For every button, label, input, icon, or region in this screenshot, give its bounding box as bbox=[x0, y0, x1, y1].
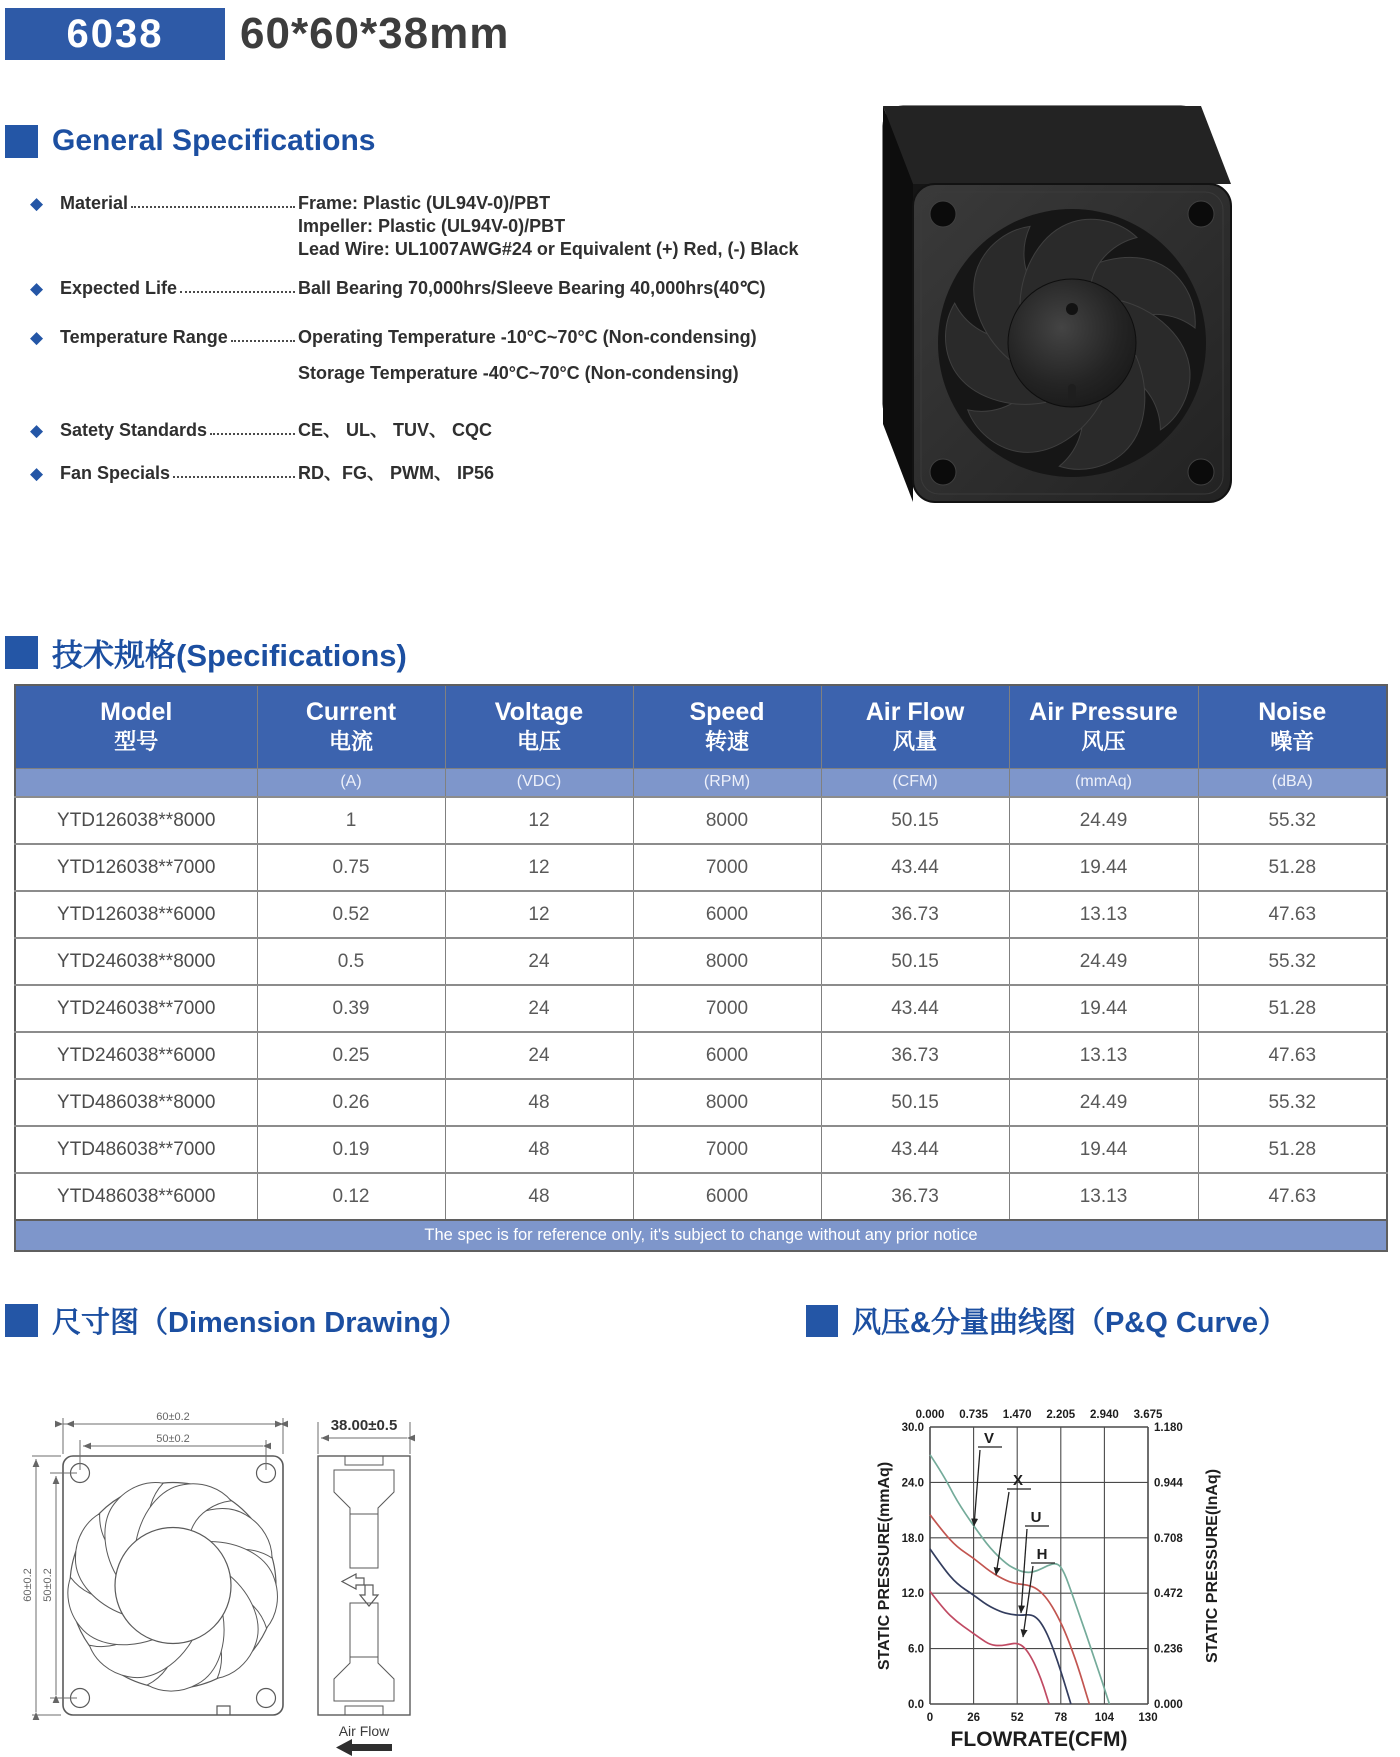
table-header-cell: Air Pressure 风压 bbox=[1009, 685, 1198, 768]
dim-outer-height-label: 60±0.2 bbox=[22, 1568, 34, 1602]
spec-row bbox=[30, 326, 860, 385]
table-cell: 55.32 bbox=[1198, 1079, 1387, 1126]
spec-row bbox=[30, 462, 860, 485]
table-header-cell: Air Flow 风量 bbox=[821, 685, 1009, 768]
table-cell: 13.13 bbox=[1009, 1032, 1198, 1079]
table-cell: 6000 bbox=[633, 1173, 821, 1220]
tick-label: 0.236 bbox=[1154, 1643, 1183, 1656]
table-cell: 13.13 bbox=[1009, 891, 1198, 938]
section-title-text: 尺寸图（Dimension Drawing） bbox=[52, 1307, 468, 1339]
section-title-text: General Specifications bbox=[52, 124, 376, 157]
table-cell: 8000 bbox=[633, 1079, 821, 1126]
table-cell: 43.44 bbox=[821, 1126, 1009, 1173]
fan-body bbox=[883, 106, 1231, 502]
diamond-bullet-icon: ◆ bbox=[30, 279, 44, 298]
table-cell: 8000 bbox=[633, 797, 821, 844]
table-cell: 51.28 bbox=[1198, 985, 1387, 1032]
table-cell: 0.12 bbox=[257, 1173, 445, 1220]
pq-curve-section-title bbox=[806, 1300, 1287, 1341]
curve-pointer-arrow bbox=[1023, 1566, 1033, 1637]
table-cell: 0.52 bbox=[257, 891, 445, 938]
table-cell: YTD246038**8000 bbox=[15, 938, 257, 985]
airflow-direction-arrow-icon bbox=[336, 1739, 392, 1756]
table-cell: 19.44 bbox=[1009, 1126, 1198, 1173]
spec-label: Expected Life bbox=[60, 278, 178, 298]
table-cell: 36.73 bbox=[821, 1032, 1009, 1079]
spec-row bbox=[30, 419, 860, 442]
table-cell: 43.44 bbox=[821, 985, 1009, 1032]
curve-label-X: X bbox=[1012, 1472, 1024, 1489]
table-cell: 51.28 bbox=[1198, 844, 1387, 891]
table-unit-cell: (CFM) bbox=[821, 768, 1009, 797]
leader-dots-icon bbox=[173, 462, 295, 478]
curve-label-H: H bbox=[1036, 1546, 1048, 1563]
tick-label: 0.944 bbox=[1154, 1477, 1183, 1490]
spec-values bbox=[298, 326, 860, 385]
table-cell: 24 bbox=[445, 1032, 633, 1079]
table-cell: 19.44 bbox=[1009, 844, 1198, 891]
table-cell: 0.26 bbox=[257, 1079, 445, 1126]
table-cell: 24 bbox=[445, 985, 633, 1032]
fan-front-view bbox=[54, 1456, 299, 1715]
table-cell: 48 bbox=[445, 1126, 633, 1173]
table-header-cell: Current 电流 bbox=[257, 685, 445, 768]
tick-label: 0.000 bbox=[915, 1409, 945, 1421]
airflow-left-arrow-icon bbox=[342, 1574, 364, 1589]
x-axis-title: FLOWRATE(CFM) bbox=[950, 1728, 1128, 1751]
table-row bbox=[15, 938, 1387, 985]
table-cell: 47.63 bbox=[1198, 891, 1387, 938]
table-unit-cell: (dBA) bbox=[1198, 768, 1387, 797]
curve-pointer-arrow bbox=[974, 1450, 980, 1526]
table-cell: YTD126038**6000 bbox=[15, 891, 257, 938]
leader-dots-icon bbox=[180, 277, 295, 293]
table-cell: 6000 bbox=[633, 1032, 821, 1079]
tick-label: 30.0 bbox=[901, 1422, 924, 1434]
dim-hole-height-label: 50±0.2 bbox=[42, 1568, 54, 1602]
general-specs-list bbox=[30, 192, 860, 485]
table-cell: 55.32 bbox=[1198, 797, 1387, 844]
tick-label: 0.708 bbox=[1154, 1532, 1183, 1545]
y-axis-title-right: STATIC PRESSURE(InAq) bbox=[1204, 1468, 1221, 1664]
spec-value-line: Frame: Plastic (UL94V-0)/PBT bbox=[298, 193, 551, 213]
table-cell: 12 bbox=[445, 844, 633, 891]
tick-label: 52 bbox=[1010, 1712, 1024, 1724]
table-cell: 12 bbox=[445, 797, 633, 844]
model-code-badge bbox=[5, 8, 225, 60]
spec-value-line: Ball Bearing 70,000hrs/Sleeve Bearing 40,000hrs(40℃) bbox=[298, 278, 766, 298]
table-cell: 0.75 bbox=[257, 844, 445, 891]
table-cell: 51.28 bbox=[1198, 1126, 1387, 1173]
spec-value-line: Storage Temperature -40°C~70°C (Non-condensing) bbox=[298, 363, 739, 383]
leader-dots-icon bbox=[231, 326, 295, 342]
table-cell: 24.49 bbox=[1009, 1079, 1198, 1126]
tick-label: 0.0 bbox=[908, 1699, 924, 1711]
tick-label: 0.735 bbox=[959, 1409, 988, 1421]
spec-values bbox=[298, 462, 860, 485]
table-cell: 55.32 bbox=[1198, 938, 1387, 985]
table-footnote: The spec is for reference only, it's subject to change without any prior notice bbox=[15, 1220, 1387, 1251]
table-cell: YTD126038**8000 bbox=[15, 797, 257, 844]
table-unit-cell: (mmAq) bbox=[1009, 768, 1198, 797]
diamond-bullet-icon: ◆ bbox=[30, 421, 44, 440]
tick-label: 78 bbox=[1054, 1712, 1068, 1724]
spec-value-line: CE、 UL、 TUV、 CQC bbox=[298, 420, 493, 440]
table-cell: 19.44 bbox=[1009, 985, 1198, 1032]
spec-row bbox=[30, 192, 860, 261]
y-axis-title-left: STATIC PRESSURE(mmAq) bbox=[876, 1461, 893, 1671]
leader-dots-icon bbox=[131, 192, 295, 208]
table-cell: 47.63 bbox=[1198, 1032, 1387, 1079]
table-row bbox=[15, 1173, 1387, 1220]
dim-hole-width-label: 50±0.2 bbox=[156, 1433, 190, 1445]
table-cell: 7000 bbox=[633, 1126, 821, 1173]
spec-value-line: Operating Temperature -10°C~70°C (Non-condensing) bbox=[298, 327, 757, 347]
spec-label: Temperature Range bbox=[60, 327, 228, 347]
tick-label: 130 bbox=[1138, 1712, 1158, 1724]
table-unit-cell: (VDC) bbox=[445, 768, 633, 797]
spec-value-line: RD、FG、 PWM、 IP56 bbox=[298, 463, 495, 483]
spec-value-line: Lead Wire: UL1007AWG#24 or Equivalent (+) Red, (-) Black bbox=[298, 239, 799, 259]
tick-label: 2.205 bbox=[1046, 1409, 1076, 1421]
table-cell: 43.44 bbox=[821, 844, 1009, 891]
table-cell: YTD486038**6000 bbox=[15, 1173, 257, 1220]
tick-label: 0.472 bbox=[1154, 1588, 1183, 1601]
diamond-bullet-icon: ◆ bbox=[30, 194, 44, 213]
diamond-bullet-icon: ◆ bbox=[30, 464, 44, 483]
tick-label: 1.180 bbox=[1154, 1422, 1183, 1434]
section-square-icon bbox=[5, 636, 38, 669]
table-cell: YTD126038**7000 bbox=[15, 844, 257, 891]
table-cell: 6000 bbox=[633, 891, 821, 938]
tick-label: 18.0 bbox=[901, 1532, 924, 1545]
table-cell: 47.63 bbox=[1198, 1173, 1387, 1220]
table-cell: 0.19 bbox=[257, 1126, 445, 1173]
specifications-table bbox=[14, 684, 1388, 1252]
table-cell: 12 bbox=[445, 891, 633, 938]
table-row bbox=[15, 844, 1387, 891]
section-square-icon bbox=[5, 1304, 38, 1337]
spec-values bbox=[298, 192, 860, 261]
fan-side-view bbox=[318, 1456, 410, 1715]
spec-row bbox=[30, 277, 860, 300]
curve-H bbox=[930, 1591, 1049, 1704]
chart-grid bbox=[930, 1427, 1148, 1704]
table-row bbox=[15, 891, 1387, 938]
table-cell: 7000 bbox=[633, 844, 821, 891]
curve-label-U: U bbox=[1030, 1509, 1042, 1526]
table-row bbox=[15, 1032, 1387, 1079]
table-cell: 8000 bbox=[633, 938, 821, 985]
fan-product-image bbox=[855, 88, 1255, 508]
pq-curve-chart bbox=[770, 1386, 1250, 1757]
table-cell: 48 bbox=[445, 1079, 633, 1126]
table-header-cell: Model 型号 bbox=[15, 685, 257, 768]
dimension-section-title bbox=[5, 1300, 468, 1341]
table-cell: 50.15 bbox=[821, 1079, 1009, 1126]
table-unit-cell: (RPM) bbox=[633, 768, 821, 797]
table-cell: 7000 bbox=[633, 985, 821, 1032]
spec-label: Satety Standards bbox=[60, 420, 208, 440]
curve-X bbox=[930, 1515, 1089, 1704]
table-cell: 48 bbox=[445, 1173, 633, 1220]
table-unit-cell bbox=[15, 768, 257, 797]
table-cell: YTD246038**7000 bbox=[15, 985, 257, 1032]
table-cell: 0.25 bbox=[257, 1032, 445, 1079]
table-cell: 24.49 bbox=[1009, 797, 1198, 844]
table-cell: 24 bbox=[445, 938, 633, 985]
table-row bbox=[15, 985, 1387, 1032]
tick-label: 104 bbox=[1094, 1712, 1114, 1724]
table-cell: 0.5 bbox=[257, 938, 445, 985]
table-row bbox=[15, 1079, 1387, 1126]
tick-label: 2.940 bbox=[1090, 1409, 1119, 1421]
table-cell: 50.15 bbox=[821, 797, 1009, 844]
spec-values bbox=[298, 277, 860, 300]
curve-V bbox=[930, 1455, 1109, 1704]
table-header-cell: Noise 噪音 bbox=[1198, 685, 1387, 768]
specifications-section-title bbox=[5, 630, 407, 675]
tick-label: 24.0 bbox=[901, 1477, 924, 1490]
table-cell: 36.73 bbox=[821, 891, 1009, 938]
section-title-text: 技术规格(Specifications) bbox=[52, 638, 407, 673]
tick-label: 26 bbox=[967, 1712, 980, 1724]
general-specs-section-title bbox=[5, 124, 375, 158]
spec-table-container bbox=[14, 684, 1386, 1252]
table-header-cell: Voltage 电压 bbox=[445, 685, 633, 768]
table-cell: 13.13 bbox=[1009, 1173, 1198, 1220]
dim-depth-label: 38.00±0.5 bbox=[330, 1417, 398, 1434]
airflow-label: Air Flow bbox=[338, 1723, 390, 1739]
section-square-icon bbox=[5, 125, 38, 158]
curve-pointer-arrow bbox=[996, 1492, 1009, 1575]
spec-value-line: Impeller: Plastic (UL94V-0)/PBT bbox=[298, 216, 566, 236]
tick-label: 0.000 bbox=[1154, 1699, 1183, 1711]
table-row bbox=[15, 1126, 1387, 1173]
table-cell: YTD486038**7000 bbox=[15, 1126, 257, 1173]
curve-U bbox=[930, 1549, 1071, 1704]
tick-label: 12.0 bbox=[901, 1588, 924, 1601]
tick-label: 1.470 bbox=[1002, 1409, 1032, 1421]
curve-label-V: V bbox=[983, 1430, 995, 1447]
table-cell: 50.15 bbox=[821, 938, 1009, 985]
tick-label: 0 bbox=[926, 1712, 934, 1724]
dim-outer-width-label: 60±0.2 bbox=[156, 1411, 190, 1423]
leader-dots-icon bbox=[210, 419, 295, 435]
section-square-icon bbox=[806, 1305, 838, 1337]
table-cell: 1 bbox=[257, 797, 445, 844]
table-cell: 0.39 bbox=[257, 985, 445, 1032]
table-cell: YTD486038**8000 bbox=[15, 1079, 257, 1126]
spec-label: Fan Specials bbox=[60, 463, 171, 483]
model-code: 6038 bbox=[66, 11, 164, 56]
spec-label: Material bbox=[60, 193, 129, 213]
diamond-bullet-icon: ◆ bbox=[30, 328, 44, 347]
tick-label: 3.675 bbox=[1133, 1409, 1163, 1421]
table-row bbox=[15, 797, 1387, 844]
table-cell: 36.73 bbox=[821, 1173, 1009, 1220]
page-title: 60*60*38mm bbox=[240, 9, 510, 58]
spec-values bbox=[298, 419, 860, 442]
table-header-cell: Speed 转速 bbox=[633, 685, 821, 768]
table-cell: 24.49 bbox=[1009, 938, 1198, 985]
section-title-text: 风压&分量曲线图（P&Q Curve） bbox=[852, 1307, 1288, 1339]
table-unit-cell: (A) bbox=[257, 768, 445, 797]
chart-series bbox=[930, 1455, 1109, 1704]
dimension-drawing bbox=[20, 1388, 650, 1757]
table-cell: YTD246038**6000 bbox=[15, 1032, 257, 1079]
tick-label: 6.0 bbox=[908, 1643, 924, 1656]
